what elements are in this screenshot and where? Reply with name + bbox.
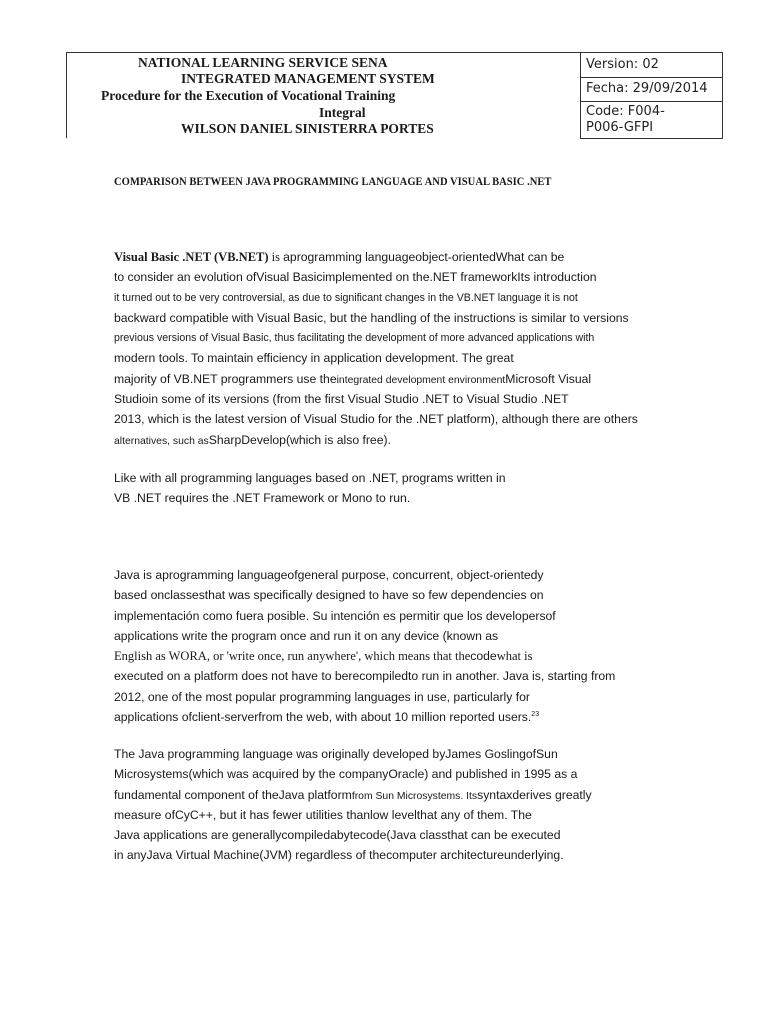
text-line (114, 785, 624, 805)
text-line: executed on a platform does not have to berecompiledto run in another. Java is, starting from (114, 669, 616, 684)
text-line: applications write the program once and run it on any device (known as (114, 628, 499, 643)
vb-net-term: Visual Basic .NET (VB.NET) (114, 250, 269, 264)
text-line (114, 430, 624, 450)
text-line: measure ofCyC++, but it has fewer utilities thanlow levelthat any of them. The (114, 807, 532, 822)
text-line: Studioin some of its versions (from the first Visual Studio .NET to Visual Studio .NET (114, 392, 569, 407)
text-line: previous versions of Visual Basic, thus facilitating the development of more advanced applications with (114, 332, 595, 345)
text-line: The Java programming language was originally developed byJames GoslingofSun (114, 747, 558, 761)
text-line: Java applications are generallycompiledabytecode(Java classthat can be executed (114, 828, 561, 843)
header-institution-block (67, 53, 580, 138)
dotnet-requirement-paragraph (114, 468, 624, 509)
text-fragment: English as WORA, or 'write once, run anywhere', which means that the (114, 649, 471, 664)
header-metadata-box (580, 53, 723, 139)
header-version: Version: 02 (581, 53, 723, 78)
text-line (114, 247, 624, 267)
text-line: based onclassesthat was specifically designed to have so few dependencies on (114, 588, 544, 603)
text-line: Microsystems(which was acquired by the companyOracle) and published in 1995 as a (114, 767, 578, 782)
document-title: COMPARISON BETWEEN JAVA PROGRAMMING LANGUAGE AND VISUAL BASIC .NET (114, 176, 552, 188)
text-line: to consider an evolution ofVisual Basicimplemented on the.NET frameworkIts introduction (114, 270, 597, 285)
footnote-reference: 23 (531, 711, 540, 719)
text-line: VB .NET requires the .NET Framework or Mono to run. (114, 491, 411, 506)
text-line: implementación como fuera posible. Su intención es permitir que los developersof (114, 608, 556, 623)
text-fragment: aprogramming languageobject-orientedWhat can be (283, 250, 565, 264)
header-procedure-subtitle: Integral (319, 105, 366, 120)
text-line (114, 646, 624, 666)
text-fragment: Microsoft Visual (505, 371, 592, 386)
text-line: Like with all programming languages based on .NET, programs written in (114, 471, 506, 485)
header-procedure-title: Procedure for the Execution of Vocational Training (101, 88, 396, 103)
text-fragment: majority of VB.NET programmers use the (114, 371, 337, 386)
text-fragment: fundamental component of theJava platform (114, 787, 352, 802)
text-fragment: applications ofclient-serverfrom the web, with about 10 million reported users. (114, 710, 532, 725)
text-fragment: is (268, 250, 284, 264)
text-fragment: from Sun Microsystems. Its (351, 790, 478, 802)
text-fragment: integrated development environment (336, 374, 506, 386)
text-fragment: what is (496, 649, 533, 664)
text-line: 2013, which is the latest version of Visual Studio for the .NET platform), although there are others (114, 412, 638, 427)
text-line: modern tools. To maintain efficiency in application development. The great (114, 351, 514, 366)
text-line (114, 369, 624, 389)
text-fragment: code (470, 649, 497, 664)
document-header (66, 52, 723, 138)
header-code-line1: Code: F004- (586, 104, 665, 119)
java-paragraph (114, 565, 624, 727)
header-code (581, 102, 723, 138)
text-line (114, 707, 624, 727)
header-code-line2: P006-GFPI (586, 120, 654, 135)
text-fragment: SharpDevelop(which is also free). (208, 432, 391, 447)
java-history-paragraph (114, 744, 624, 866)
vb-net-paragraph (114, 247, 638, 450)
header-author-name: WILSON DANIEL SINISTERRA PORTES (181, 121, 434, 136)
text-line: it turned out to be very controversial, as due to significant changes in the VB.NET language it is not (114, 291, 578, 304)
header-date: Fecha: 29/09/2014 (581, 78, 723, 102)
text-line: backward compatible with Visual Basic, but the handling of the instructions is similar to versions (114, 310, 629, 325)
text-line: Java is aprogramming languageofgeneral purpose, concurrent, object-orientedy (114, 568, 544, 582)
header-system-name: INTEGRATED MANAGEMENT SYSTEM (181, 71, 435, 86)
text-line: 2012, one of the most popular programming languages in use, particularly for (114, 689, 530, 704)
text-line: in anyJava Virtual Machine(JVM) regardless of thecomputer architectureunderlying. (114, 848, 564, 863)
text-fragment: alternatives, such as (114, 435, 209, 447)
text-fragment: syntaxderives greatly (477, 787, 592, 802)
header-institution-name: NATIONAL LEARNING SERVICE SENA (138, 55, 388, 70)
